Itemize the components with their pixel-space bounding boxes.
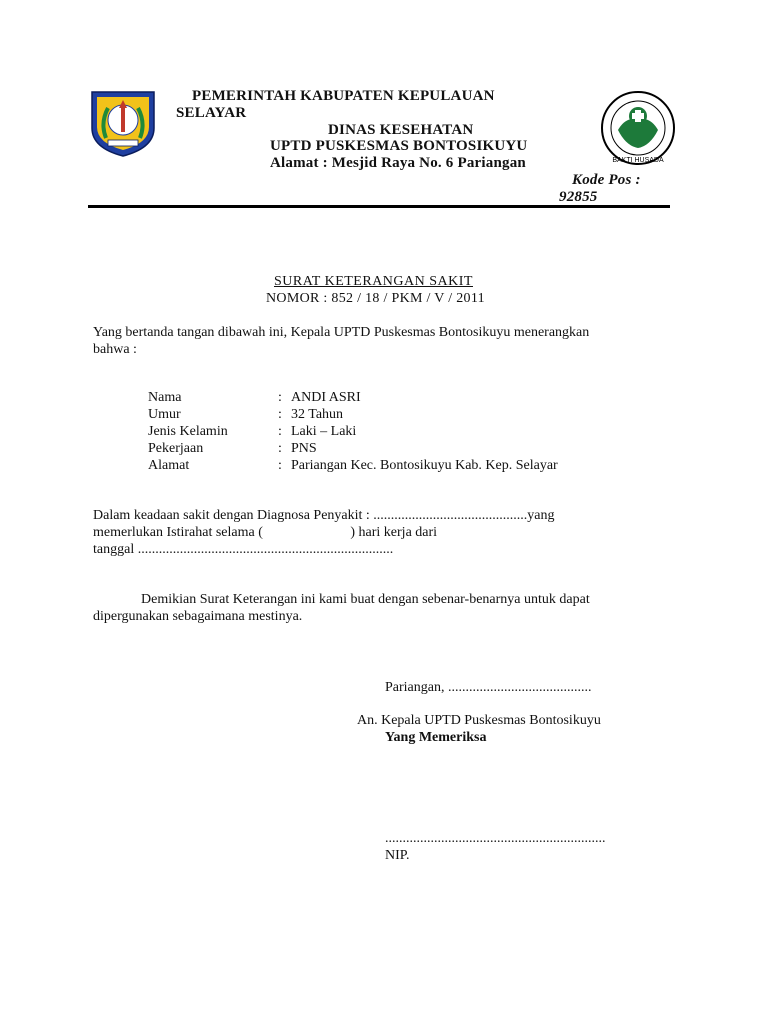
field-label: Alamat: [148, 458, 190, 473]
field-label: Umur: [148, 407, 181, 422]
field-label: Pekerjaan: [148, 441, 204, 456]
field-colon: :: [278, 390, 282, 405]
place-date: Pariangan, .........................................: [385, 680, 592, 695]
signature-line: ...............................................................: [385, 831, 606, 846]
field-label: Jenis Kelamin: [148, 424, 228, 439]
closing-line-2: dipergunakan sebagaimana mestinya.: [93, 609, 303, 624]
postal-label: Kode Pos :: [572, 172, 641, 188]
diagnosis-line-3: tanggal .........................................................................: [93, 542, 394, 557]
field-value: Pariangan Kec. Bontosikuyu Kab. Kep. Selayar: [291, 458, 558, 473]
kabupaten-selayar-emblem: [88, 88, 158, 158]
field-value: PNS: [291, 441, 317, 456]
field-colon: :: [278, 424, 282, 439]
emblem-caption: BAKTI HUSADA: [612, 157, 664, 164]
field-colon: :: [278, 407, 282, 422]
field-colon: :: [278, 458, 282, 473]
letter-number: NOMOR : 852 / 18 / PKM / V / 2011: [266, 291, 485, 306]
field-colon: :: [278, 441, 282, 456]
header-address: Alamat : Mesjid Raya No. 6 Pariangan: [270, 155, 526, 171]
postal-code: 92855: [559, 189, 598, 205]
diagnosis-line-2: memerlukan Istirahat selama ( ) hari kerja dari: [93, 525, 438, 540]
intro-line-2: bahwa :: [93, 342, 137, 357]
field-label: Nama: [148, 390, 182, 405]
field-value: ANDI ASRI: [291, 390, 361, 405]
nip-label: NIP.: [385, 848, 410, 863]
header-regency: SELAYAR: [176, 105, 247, 121]
bakti-husada-emblem: [598, 88, 678, 168]
header-institution: UPTD PUSKESMAS BONTOSIKUYU: [270, 138, 528, 154]
header-government: PEMERINTAH KABUPATEN KEPULAUAN: [192, 88, 495, 104]
intro-line-1: Yang bertanda tangan dibawah ini, Kepala UPTD Puskesmas Bontosikuyu menerangkan: [93, 325, 590, 340]
field-value: Laki – Laki: [291, 424, 357, 439]
signer-title: An. Kepala UPTD Puskesmas Bontosikuyu: [357, 713, 601, 728]
closing-line-1: Demikian Surat Keterangan ini kami buat dengan sebenar-benarnya untuk dapat: [141, 592, 590, 607]
header-divider: [88, 205, 670, 208]
header-department: DINAS KESEHATAN: [328, 122, 474, 138]
diagnosis-line-1: Dalam keadaan sakit dengan Diagnosa Penyakit : ............................................yang: [93, 508, 555, 523]
letter-title: SURAT KETERANGAN SAKIT: [274, 274, 473, 289]
field-value: 32 Tahun: [291, 407, 344, 422]
examiner-label: Yang Memeriksa: [385, 730, 487, 745]
